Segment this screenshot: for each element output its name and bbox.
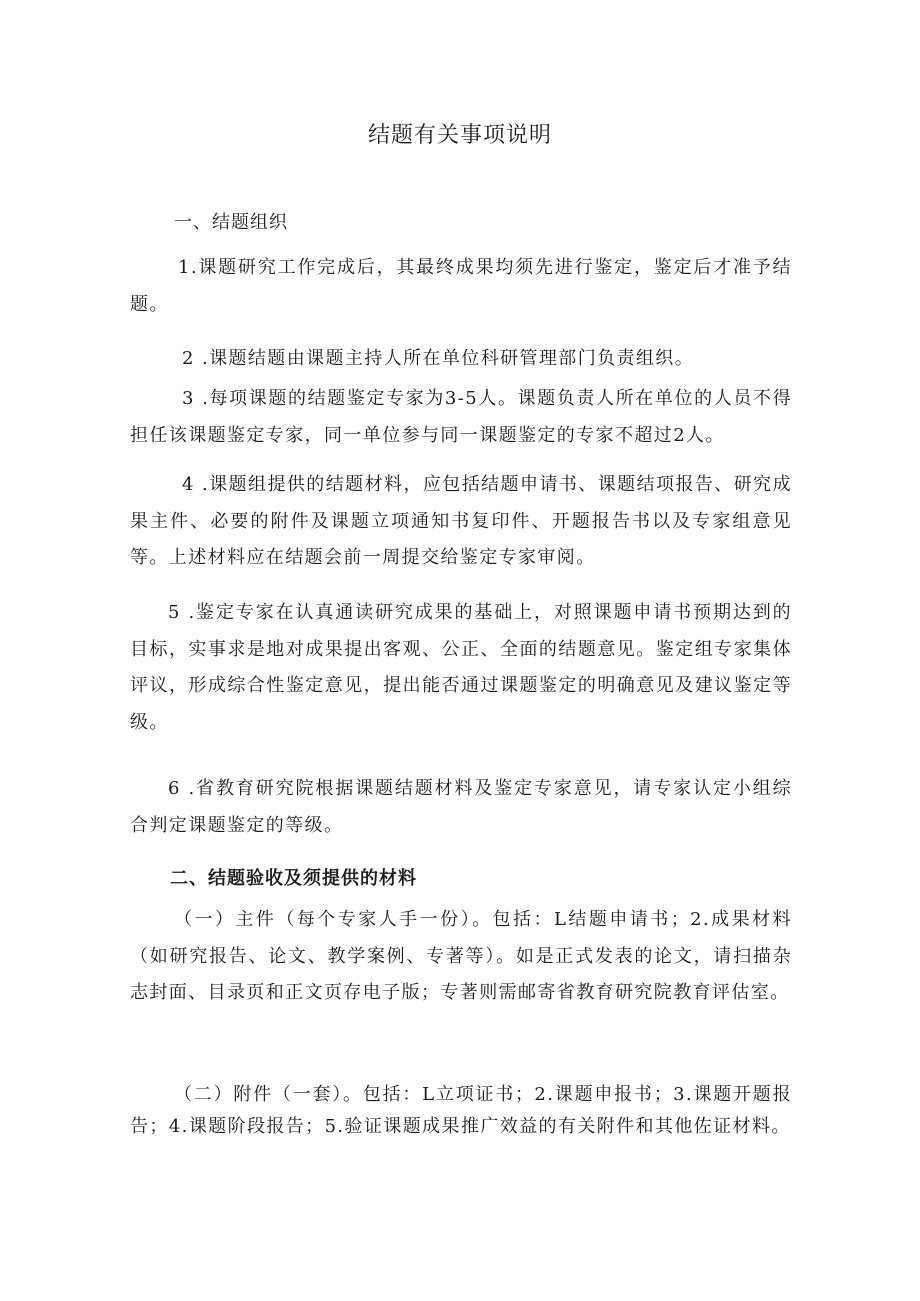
paragraph-item-2: 2 .课题结题由课题主持人所在单位科研管理部门负责组织。	[182, 348, 695, 369]
paragraph-attachments: （二）附件（一套）。包括：L立项证书；2.课题申报书；3.课题开题报告；4.课题阶段报告；5.验证课题成果推广效益的有关附件和其他佐证材料。	[130, 1084, 792, 1137]
section-heading-acceptance: 二、结题验收及须提供的材料	[170, 868, 417, 889]
paragraph-item-5: 5 .鉴定专家在认真通读研究成果的基础上，对照课题申请书预期达到的目标，实事求是地对成果提出客观、公正、全面的结题意见。鉴定组专家集体评议，形成综合性鉴定意见，提出能否通过课题鉴定的明确意见及建议鉴定等级。	[130, 602, 792, 733]
paragraph-main-materials: （一）主件（每个专家人手一份）。包括：L结题申请书；2.成果材料（如研究报告、论文、教学案例、专著等）。如是正式发表的论文，请扫描杂志封面、目录页和正文页存电子版；专著则需邮寄省教育研究院教育评估室。	[130, 909, 792, 1003]
paragraph-item-1: 1.课题研究工作完成后，其最终成果均须先进行鉴定，鉴定后才准予结题。	[130, 257, 792, 315]
paragraph-item-6: 6 .省教育研究院根据课题结题材料及鉴定专家意见，请专家认定小组综合判定课题鉴定的等级。	[130, 778, 792, 836]
document-title: 结题有关事项说明	[367, 123, 552, 148]
paragraph-item-4: 4 .课题组提供的结题材料，应包括结题申请书、课题结项报告、研究成果主件、必要的附件及课题立项通知书复印件、开题报告书以及专家组意见等。上述材料应在结题会前一周提交给鉴定专家审阅。	[130, 474, 792, 568]
section-heading-organization: 一、结题组织	[174, 212, 288, 233]
paragraph-item-3: 3 .每项课题的结题鉴定专家为3-5人。课题负责人所在单位的人员不得担任该课题鉴定专家，同一单位参与同一课题鉴定的专家不超过2人。	[130, 388, 792, 446]
